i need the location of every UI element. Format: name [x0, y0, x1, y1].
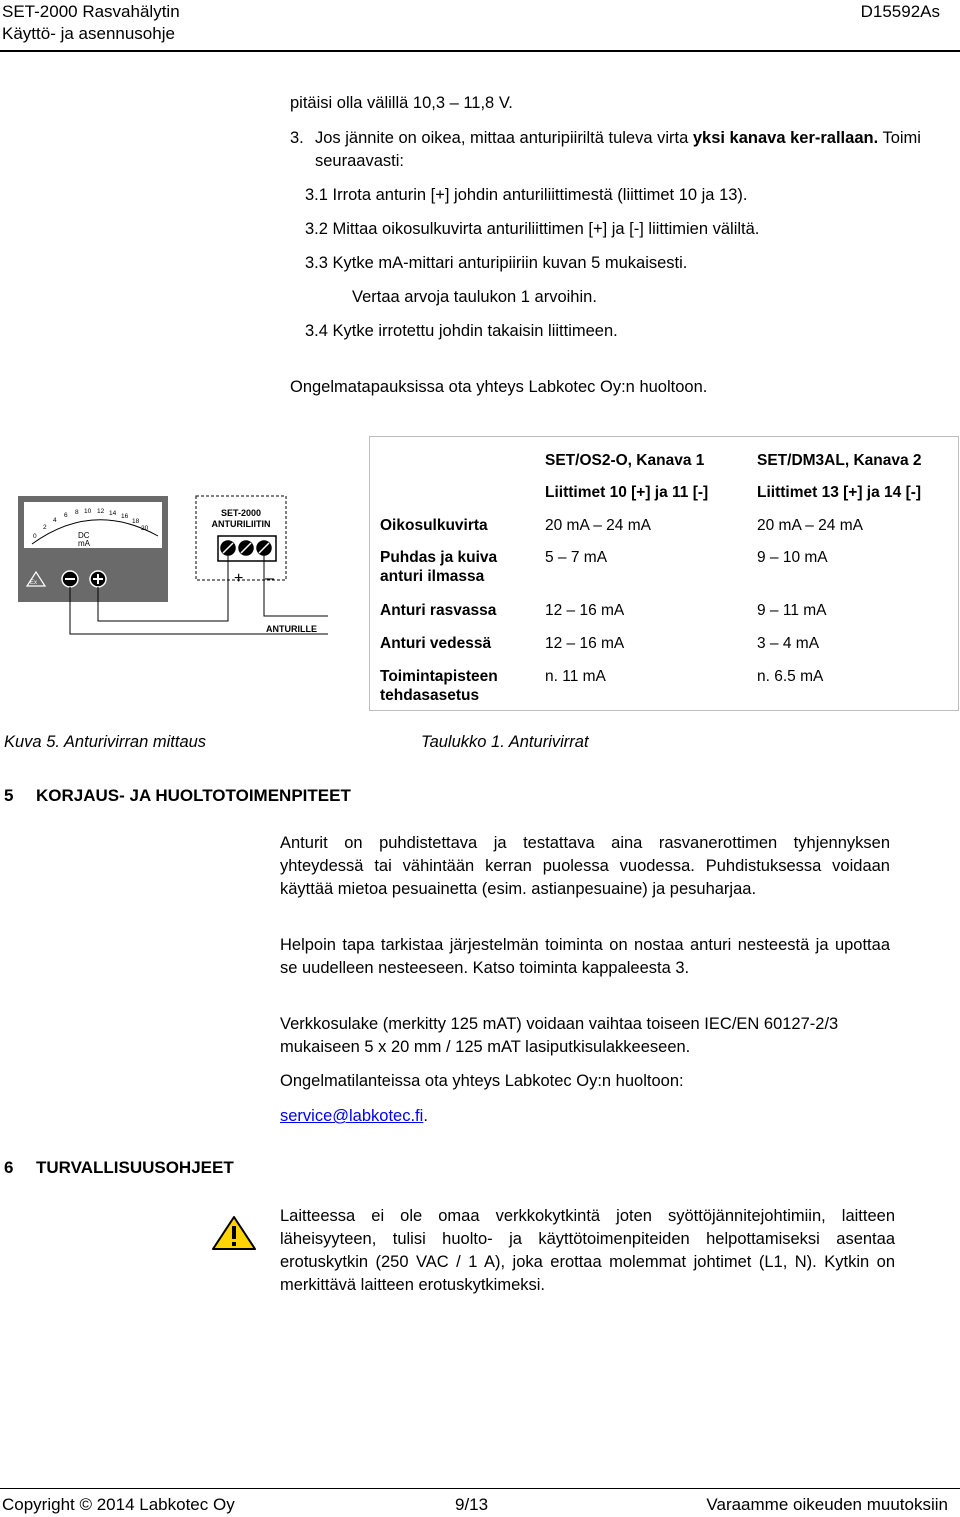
table-cell-c2: 9 – 10 mA [757, 549, 828, 566]
meter-tick-16: 16 [121, 513, 129, 520]
intro-line: pitäisi olla välillä 10,3 – 11,8 V. [290, 94, 513, 112]
step-3-3-compare: Vertaa arvoja taulukon 1 arvoihin. [352, 288, 597, 306]
table-caption: Taulukko 1. Anturivirrat [421, 733, 589, 751]
terminal-title-2: ANTURILIITIN [211, 519, 271, 529]
table-cell-c1: 12 – 16 mA [545, 635, 625, 652]
header-title-line2: Käyttö- ja asennusohje [2, 24, 175, 43]
step-3-3: 3.3 Kytke mA-mittari anturipiiriin kuvan 5 mukaisesti. [305, 254, 688, 272]
service-email-link[interactable]: service@labkotec.fi [280, 1107, 424, 1125]
table-cell-c1: 5 – 7 mA [545, 549, 608, 566]
header-doc-id: D15592As [860, 2, 940, 21]
terminal-title-1: SET-2000 [220, 508, 262, 518]
header-title-line1: SET-2000 Rasvahälytin [2, 2, 180, 21]
header-rule [0, 50, 960, 52]
service-note: Ongelmatapauksissa ota yhteys Labkotec Oy:n huoltoon. [290, 378, 708, 396]
col2-header-2: Liittimet 13 [+] ja 14 [-] [757, 484, 922, 501]
terminal-minus-label: – [265, 570, 274, 587]
meter-tick-6: 6 [64, 512, 68, 519]
table-cell-c1: 20 mA – 24 mA [545, 517, 651, 534]
meter-tick-20: 20 [141, 525, 149, 532]
section5-paragraph-1: Anturit on puhdistettava ja testattava aina rasvanerottimen tyhjennyksen yhteydessä tai vähintään kerran puolessa vuodessa. Puhdistuksessa voidaan käyttää mietoa pesuainetta (esim. astianpesuaine) ja pesuharjaa. [280, 834, 890, 898]
step3-text [315, 127, 930, 173]
meter-tick-4: 4 [53, 517, 57, 524]
service-email-line [280, 1105, 428, 1128]
meter-tick-18: 18 [132, 518, 140, 525]
section6-number: 6 [4, 1158, 14, 1177]
footer-page-number: 9/13 [455, 1495, 489, 1514]
footer-rights: Varaamme oikeuden muutoksiin [706, 1495, 948, 1514]
terminal-plus-label: + [234, 570, 244, 587]
section5-paragraph-2: Helpoin tapa tarkistaa järjestelmän toiminta on nostaa anturi nesteestä ja upottaa se uudelleen nesteeseen. Katso toiminta kappaleesta 3. [280, 936, 890, 977]
step-3-4: 3.4 Kytke irrotettu johdin takaisin liittimeen. [305, 322, 618, 340]
table-row-label: Toimintapisteen tehdasasetus [380, 668, 498, 704]
meter-unit-dc: DC [78, 531, 90, 540]
table-row-label: Anturi rasvassa [380, 602, 497, 619]
step3-number: 3. [290, 129, 304, 147]
section5-number: 5 [4, 786, 14, 805]
figure-caption: Kuva 5. Anturivirran mittaus [4, 733, 207, 751]
table-row-label: Oikosulkuvirta [380, 517, 488, 534]
warning-icon [211, 1215, 257, 1251]
table-cell-c1: 12 – 16 mA [545, 602, 625, 619]
table-cell-c2: n. 6.5 mA [757, 668, 824, 685]
service-email-suffix: . [423, 1107, 428, 1125]
table-row-label: Anturi vedessä [380, 635, 492, 652]
section5-paragraph-4: Ongelmatilanteissa ota yhteys Labkotec Oy:n huoltoon: [280, 1072, 684, 1090]
table-cell-c2: 20 mA – 24 mA [757, 517, 863, 534]
section5-title: KORJAUS- JA HUOLTOTOIMENPITEET [36, 786, 351, 805]
meter-tick-8: 8 [75, 509, 79, 516]
meter-tick-10: 10 [84, 508, 92, 515]
table-cell-c2: 3 – 4 mA [757, 635, 820, 652]
meter-tick-0: 0 [33, 533, 37, 540]
step3-text-bold: yksi kanava ker-rallaan. [692, 129, 879, 147]
col1-header-2: Liittimet 10 [+] ja 11 [-] [545, 484, 709, 501]
step3-text-b: Toimi seuraavasti: [315, 129, 921, 170]
step-3-1: 3.1 Irrota anturin [+] johdin anturiliittimestä (liittimet 10 ja 13). [305, 186, 748, 204]
header-title [2, 1, 180, 45]
meter-tick-12: 12 [97, 508, 105, 515]
col1-header-1: SET/OS2-O, Kanava 1 [545, 452, 705, 469]
step-3-2: 3.2 Mittaa oikosulkuvirta anturiliittimen [+] ja [-] liittimien väliltä. [305, 220, 760, 238]
section6-title: TURVALLISUUSOHJEET [36, 1158, 234, 1177]
table-cell-c1: n. 11 mA [545, 668, 606, 685]
meter-wiring-figure [18, 486, 328, 641]
section6-paragraph-1: Laitteessa ei ole omaa verkkokytkintä joten syöttöjännitejohtimiin, laitteen läheisyyteen, tulisi huolto- ja käyttötoimenpiteiden helpottamiseksi asentaa erotuskytkin (250 VAC / 1 A), joka erottaa molemmat johtimet (L1, N). Kytkin on merkittävä laitteen erotuskytkimeksi. [280, 1207, 895, 1294]
sensor-label: ANTURILLE [266, 624, 317, 634]
ex-mark-text: Ex [30, 580, 38, 586]
table-row-label: Puhdas ja kuiva anturi ilmassa [380, 549, 498, 585]
meter-tick-14: 14 [109, 510, 117, 517]
meter-tick-2: 2 [43, 524, 47, 531]
section5-paragraph-3: Verkkosulake (merkitty 125 mAT) voidaan vaihtaa toiseen IEC/EN 60127-2/3 mukaiseen 5 x 20 mm / 125 mAT lasiputkisulakkeeseen. [280, 1015, 839, 1056]
meter-unit-ma: mA [78, 539, 90, 548]
col2-header-1: SET/DM3AL, Kanava 2 [757, 452, 922, 469]
footer-copyright: Copyright © 2014 Labkotec Oy [2, 1495, 235, 1514]
footer-rule [0, 1488, 960, 1489]
table-cell-c2: 9 – 11 mA [757, 602, 827, 619]
step3-text-a: Jos jännite on oikea, mittaa anturipiiriltä tuleva virta [315, 129, 693, 147]
